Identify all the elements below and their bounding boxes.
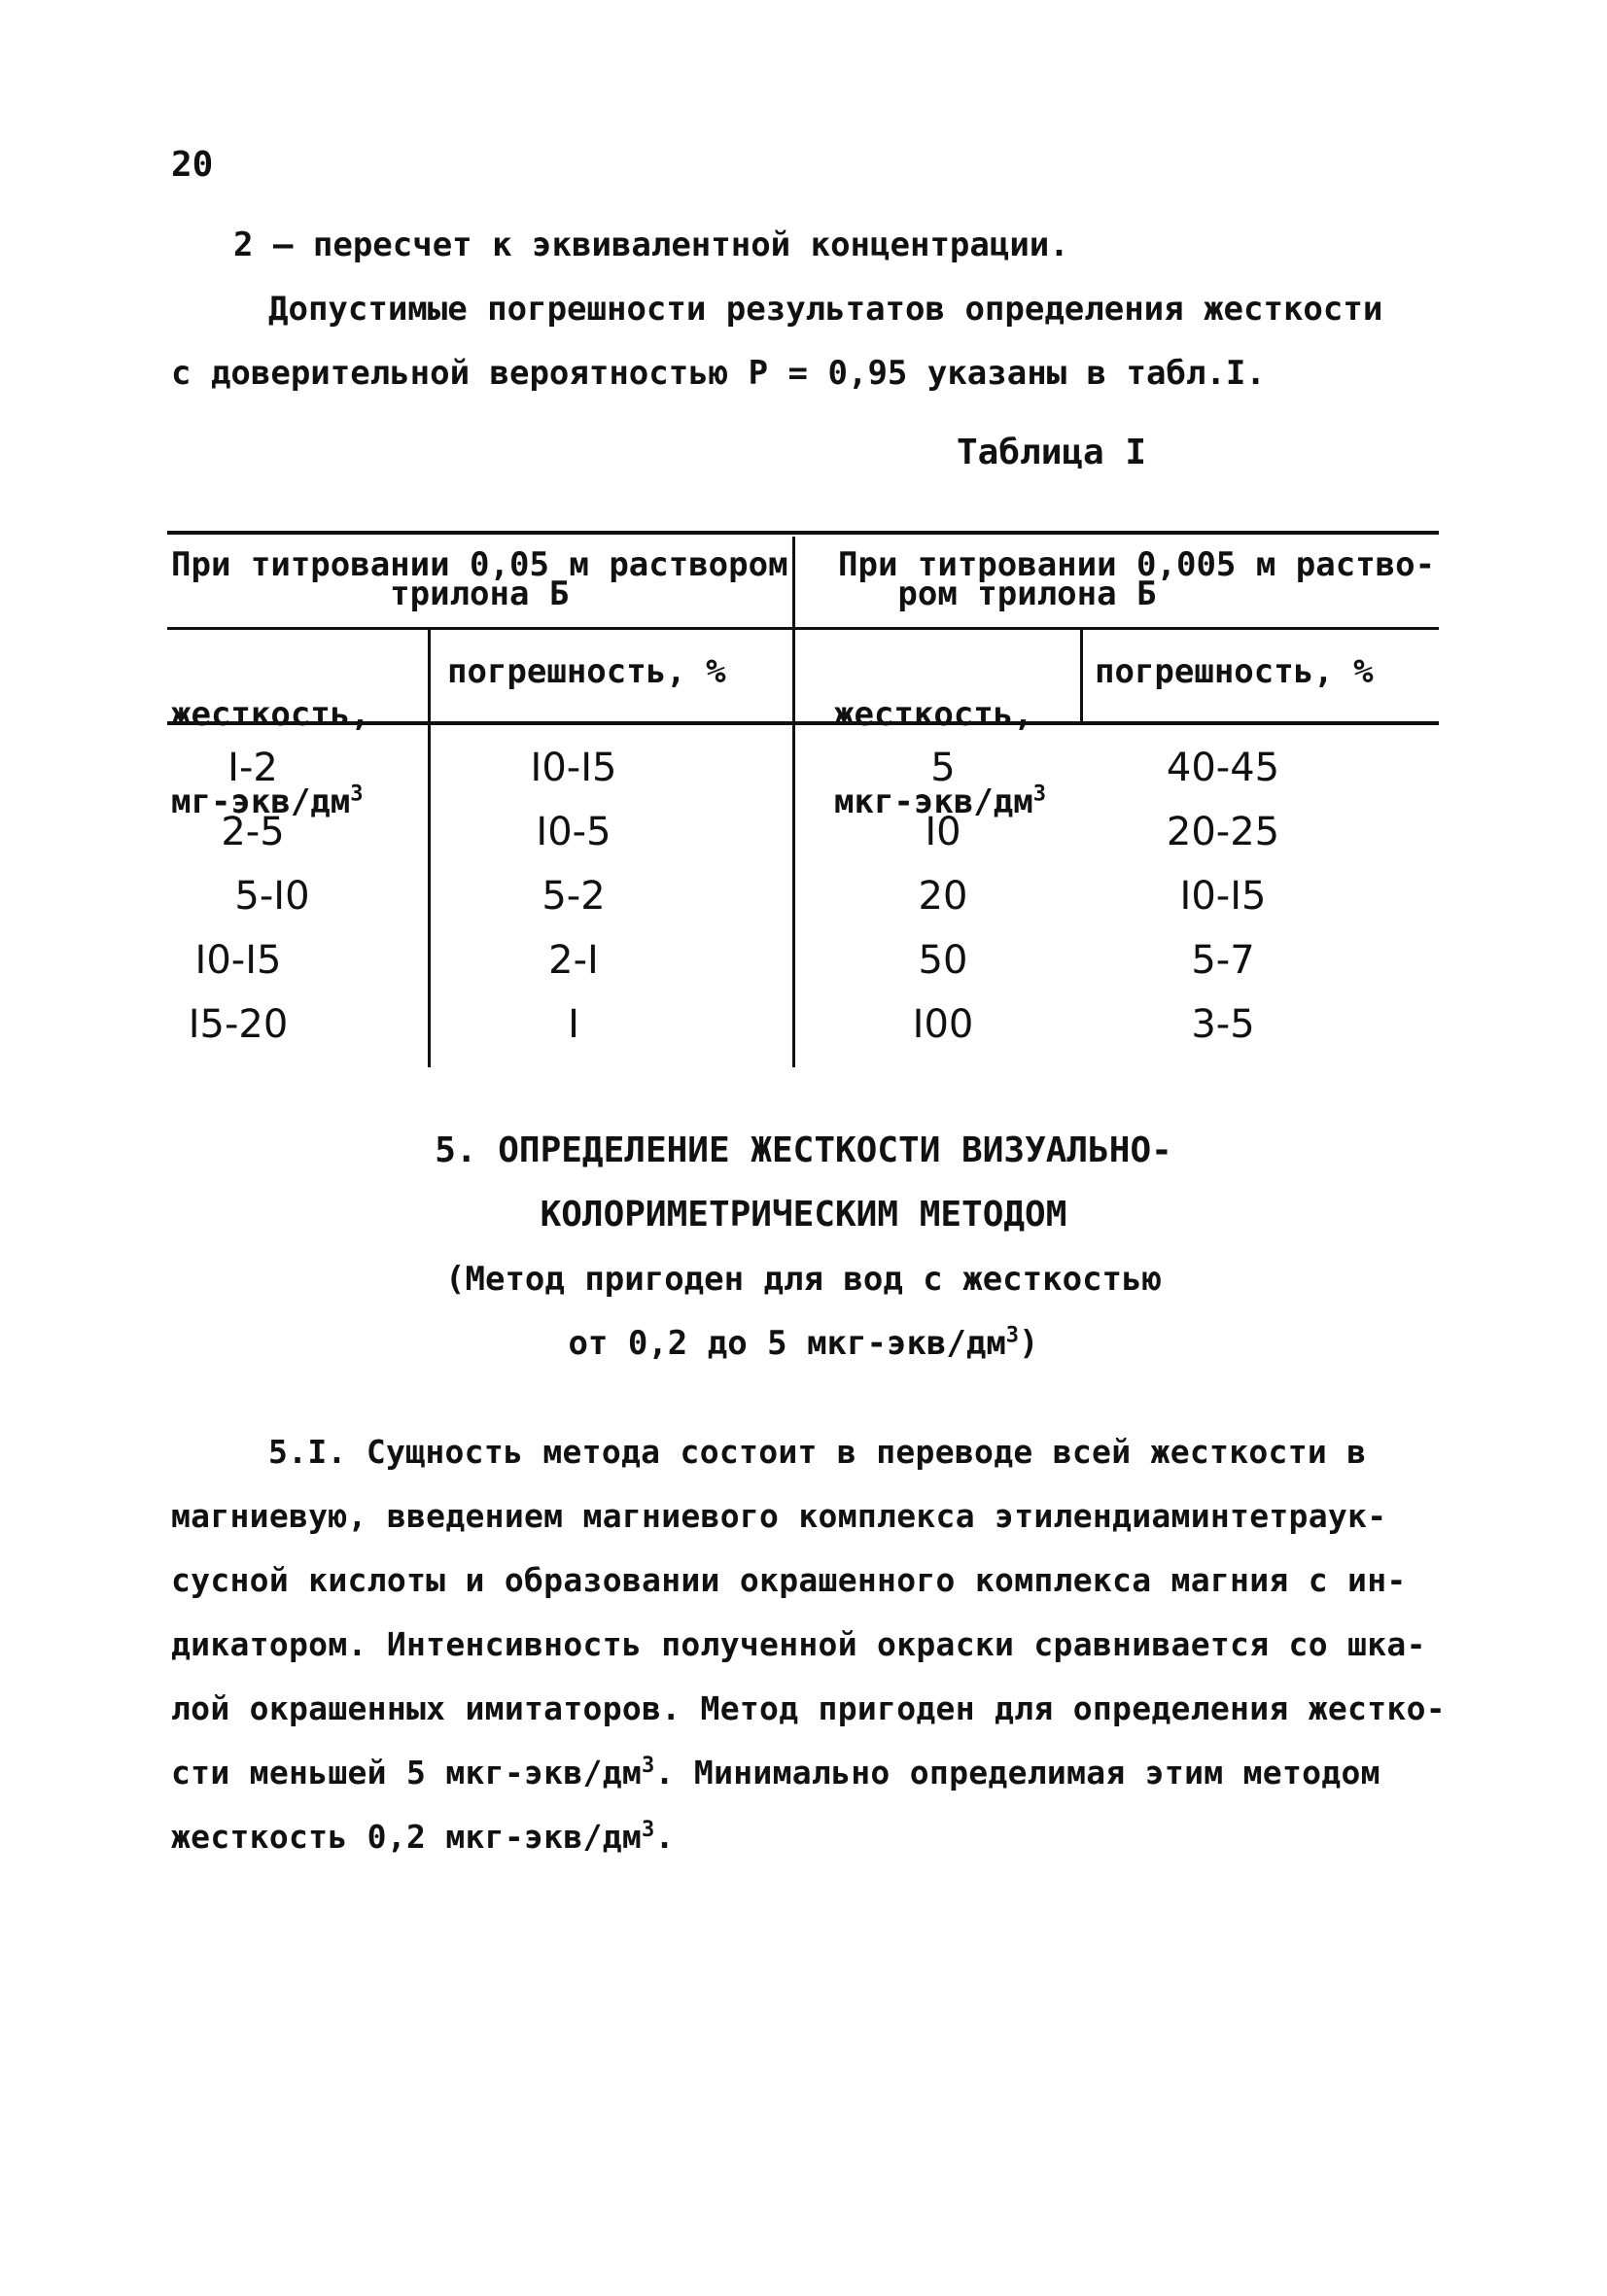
table-cell: 5: [930, 746, 956, 790]
section-subtitle-line-1: (Метод пригоден для вод с жесткостью: [445, 1260, 1162, 1299]
table-cell: I0-I5: [1179, 874, 1267, 919]
paragraph-errors-line-1: Допустимые погрешности результатов определения жесткости: [268, 290, 1383, 329]
table-cell: I0-5: [536, 810, 611, 854]
table-cell: 5-I0: [234, 874, 310, 919]
table-cell: I5-20: [188, 1002, 289, 1047]
table-cell: 2-5: [221, 810, 285, 854]
table-cell: 20: [918, 874, 968, 919]
table-cell: I0-I5: [194, 938, 282, 983]
body-line: лой окрашенных имитаторов. Метод пригоден для определения жестко-: [171, 1689, 1446, 1727]
table-cell: I00: [912, 1002, 974, 1047]
table-cell: 20-25: [1166, 810, 1280, 854]
table-divider-left: [428, 630, 431, 1067]
column-header-hardness-mg: жесткость, $мг-экв/дм^3$: [171, 695, 370, 821]
table-cell: I-2: [227, 746, 278, 790]
table-cell: 50: [918, 938, 968, 983]
table-cell: 40-45: [1166, 746, 1280, 790]
table-divider-middle: [792, 537, 795, 1067]
table-cell: I: [568, 1002, 579, 1047]
paragraph-errors-line-2: с доверительной вероятностью P = 0,95 указаны в табл.I.: [171, 354, 1266, 393]
table-divider-right: [1080, 630, 1083, 725]
column-header-hardness-mkg: жесткость, мкг-$экв/дм^3$: [834, 695, 1046, 821]
body-line: 5.I. Сущность метода состоит в переводе всей жесткости в: [268, 1433, 1367, 1471]
column-header-error-left: погрешность, %: [447, 652, 726, 691]
table-cell: I0: [925, 810, 961, 854]
table-group-rule: [167, 627, 1439, 630]
column-header-error-right: погрешность, %: [1095, 652, 1374, 691]
section-title-line-2: КОЛОРИМЕТРИЧЕСКИМ МЕТОДОМ: [540, 1195, 1067, 1235]
body-line: магниевую, введением магниевого комплекса этилендиаминтетраук-: [171, 1497, 1387, 1535]
table-cell: 5-7: [1191, 938, 1255, 983]
body-line: сти меньшей 5 мкг-$экв/дм^3$. Минимально определимая этим методом: [171, 1754, 1380, 1792]
body-line: сусной кислоты и образовании окрашенного комплекса магния с ин-: [171, 1561, 1407, 1599]
group-header-right: При титровании 0,005 м раство- ром трилона Б: [838, 545, 1436, 613]
page-number: 20: [171, 145, 214, 185]
table-cell: 3-5: [1191, 1002, 1255, 1047]
table-cell: 5-2: [541, 874, 606, 919]
table-cell: I0-I5: [530, 746, 617, 790]
table-top-rule: [167, 531, 1439, 535]
body-line: дикатором. Интенсивность полученной окраски сравнивается со шка-: [171, 1625, 1426, 1663]
body-line: жесткость 0,2 мкг-$экв/дм^3$.: [171, 1818, 675, 1856]
group-header-left: При титровании 0,05 м раствором трилона Б: [171, 545, 788, 613]
paragraph-note: 2 – пересчет к эквивалентной концентрации.: [233, 226, 1069, 264]
table-cell: 2-I: [548, 938, 599, 983]
section-title-line-1: 5. ОПРЕДЕЛЕНИЕ ЖЕСТКОСТИ ВИЗУАЛЬНО-: [435, 1131, 1172, 1170]
section-subtitle-line-2: от 0,2 до 5 мкг-$экв/дм^3$): [568, 1323, 1039, 1363]
table-caption: Таблица I: [957, 433, 1147, 472]
